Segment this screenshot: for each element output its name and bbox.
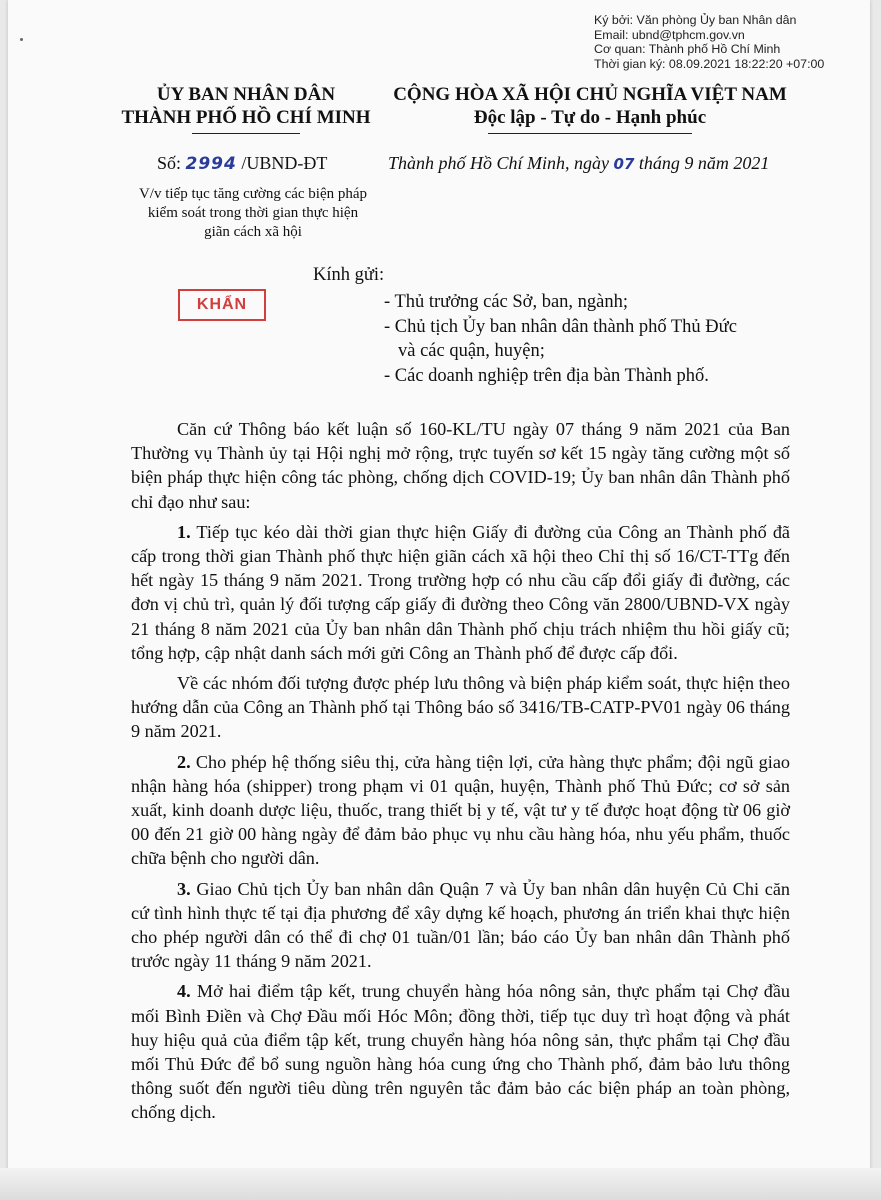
paragraph-text: Cho phép hệ thống siêu thị, cửa hàng tiện lợi, cửa hàng thực phẩm; đội ngũ giao nhận hàng hóa (shipper) trong phạm vi 01 quận, huyện, Thành phố Thủ Đức; cơ sở sản xuất, kinh doanh dược liệu, thuốc, trang thiết bị y tế, vật tư y tế được hoạt động từ 06 giờ 00 đến 21 giờ 00 hàng ngày để đảm bảo phục vụ nhu cầu hàng hóa, nhu yếu phẩm, thuốc chữa bệnh cho người dân. (131, 751, 790, 869)
paragraph-text: Giao Chủ tịch Ủy ban nhân dân Quận 7 và Ủy ban nhân dân huyện Củ Chi căn cứ tình hình thực tế tại địa phương để xây dựng kế hoạch, phương án triển khai thực hiện cho phép người dân có thể đi chợ 01 tuần/01 lần; báo cáo Ủy ban nhân dân Thành phố trước ngày 11 tháng 9 năm 2021. (131, 878, 790, 972)
paragraph-number: 4. (177, 981, 191, 1002)
motto-underline (488, 133, 692, 134)
signature-email: Email: ubnd@tphcm.gov.vn (594, 27, 745, 42)
agency-line-2: THÀNH PHỐ HỒ CHÍ MINH (121, 107, 371, 128)
body-paragraph-2 (131, 750, 790, 871)
paragraph-text: Tiếp tục kéo dài thời gian thực hiện Giấy đi đường của Công an Thành phố đã cấp trong thời gian Thành phố thực hiện giãn cách xã hội theo Chỉ thị số 16/CT-TTg đến hết ngày 15 tháng 9 năm 2021. Trong trường hợp có nhu cầu cấp đổi giấy đi đường, các đơn vị chủ trì, quản lý đối tượng cấp giấy đi đường theo Công văn 2800/UBND-VX ngày 21 tháng 8 năm 2021 của Ủy ban nhân dân Thành phố chịu trách nhiệm thu hồi giấy cũ; tổng hợp, cập nhật danh sách mới gửi Công an Thành phố để được cấp đổi. (131, 521, 790, 663)
doc-number-prefix: Số: (157, 153, 186, 173)
national-motto (384, 83, 796, 129)
recipient-item-continued: và các quận, huyện; (398, 341, 545, 361)
paragraph-number: 2. (177, 751, 191, 772)
body-paragraph-1 (131, 520, 790, 665)
paragraph-text: Mở hai điểm tập kết, trung chuyển hàng hóa nông sản, thực phẩm tại Chợ đầu mối Bình Điền và Chợ Đầu mối Hóc Môn; đồng thời, tiếp tục duy trì hoạt động và phát huy hiệu quả của điểm tập kết, trung chuyển hàng hóa nông sản, thực phẩm tại Chợ đầu mối Thủ Đức để bổ sung nguồn hàng hóa cung ứng cho Thành phố, đảm bảo lưu thông thông suốt đến người tiêu dùng trên nguyên tắc đảm bảo các biện pháp an toàn phòng, chống dịch. (131, 981, 790, 1123)
urgent-stamp: KHẨN (178, 289, 266, 321)
document-number (157, 153, 327, 174)
nation-title: CỘNG HÒA XÃ HỘI CHỦ NGHĨA VIỆT NAM (393, 84, 787, 105)
subject-line-3: giãn cách xã hội (204, 224, 302, 240)
page-bottom-edge (0, 1168, 881, 1200)
date-day-handwritten: 07 (613, 155, 635, 173)
body-paragraph-3 (131, 877, 790, 974)
body-paragraph-4 (131, 979, 790, 1124)
agency-line-1: ỦY BAN NHÂN DÂN (156, 84, 336, 105)
recipients-list (384, 290, 737, 388)
subject-line-2: kiểm soát trong thời gian thực hiện (147, 205, 359, 221)
doc-number-handwritten: 2994 (185, 154, 237, 174)
place-and-date (388, 153, 769, 174)
paragraph-number: 1. (177, 521, 191, 542)
issuing-agency (116, 83, 376, 129)
signature-time: Thời gian ký: 08.09.2021 18:22:20 +07:00 (594, 56, 825, 71)
document-subject (108, 185, 398, 242)
recipient-item: - Các doanh nghiệp trên địa bàn Thành phố. (384, 365, 709, 386)
digital-signature-block (594, 13, 824, 71)
signature-agency: Cơ quan: Thành phố Hồ Chí Minh (594, 42, 781, 57)
doc-number-suffix: /UBND-ĐT (236, 153, 328, 173)
recipient-item: - Chủ tịch Ủy ban nhân dân thành phố Thủ Đức (384, 316, 737, 337)
recipient-item: - Thủ trưởng các Sở, ban, ngành; (384, 292, 629, 312)
paragraph-number: 3. (177, 878, 191, 899)
place-date-suffix: tháng 9 năm 2021 (634, 153, 770, 173)
signature-signer: Ký bởi: Văn phòng Ủy ban Nhân dân (594, 13, 797, 27)
body-paragraph-1b: Về các nhóm đối tượng được phép lưu thông và biện pháp kiểm soát, thực hiện theo hướng dẫn của Công an Thành phố tại Thông báo số 3416/TB-CATP-PV01 ngày 06 tháng 9 năm 2021. (131, 673, 790, 742)
nation-motto: Độc lập - Tự do - Hạnh phúc (473, 107, 707, 128)
body-intro: Căn cứ Thông báo kết luận số 160-KL/TU ngày 07 tháng 9 năm 2021 của Ban Thường vụ Thành ủy tại Hội nghị mở rộng, trực tuyến sơ kết 15 ngày tăng cường một số biện pháp thực hiện công tác phòng, chống dịch COVID-19; Ủy ban nhân dân Thành phố chỉ đạo như sau: (131, 419, 790, 512)
place-date-prefix: Thành phố Hồ Chí Minh, ngày (388, 153, 614, 173)
subject-line-1: V/v tiếp tục tăng cường các biện pháp (138, 186, 368, 202)
scan-speck (20, 38, 23, 41)
recipients-label: Kính gửi: (313, 265, 385, 285)
agency-underline (192, 133, 300, 134)
document-body (131, 417, 790, 1131)
